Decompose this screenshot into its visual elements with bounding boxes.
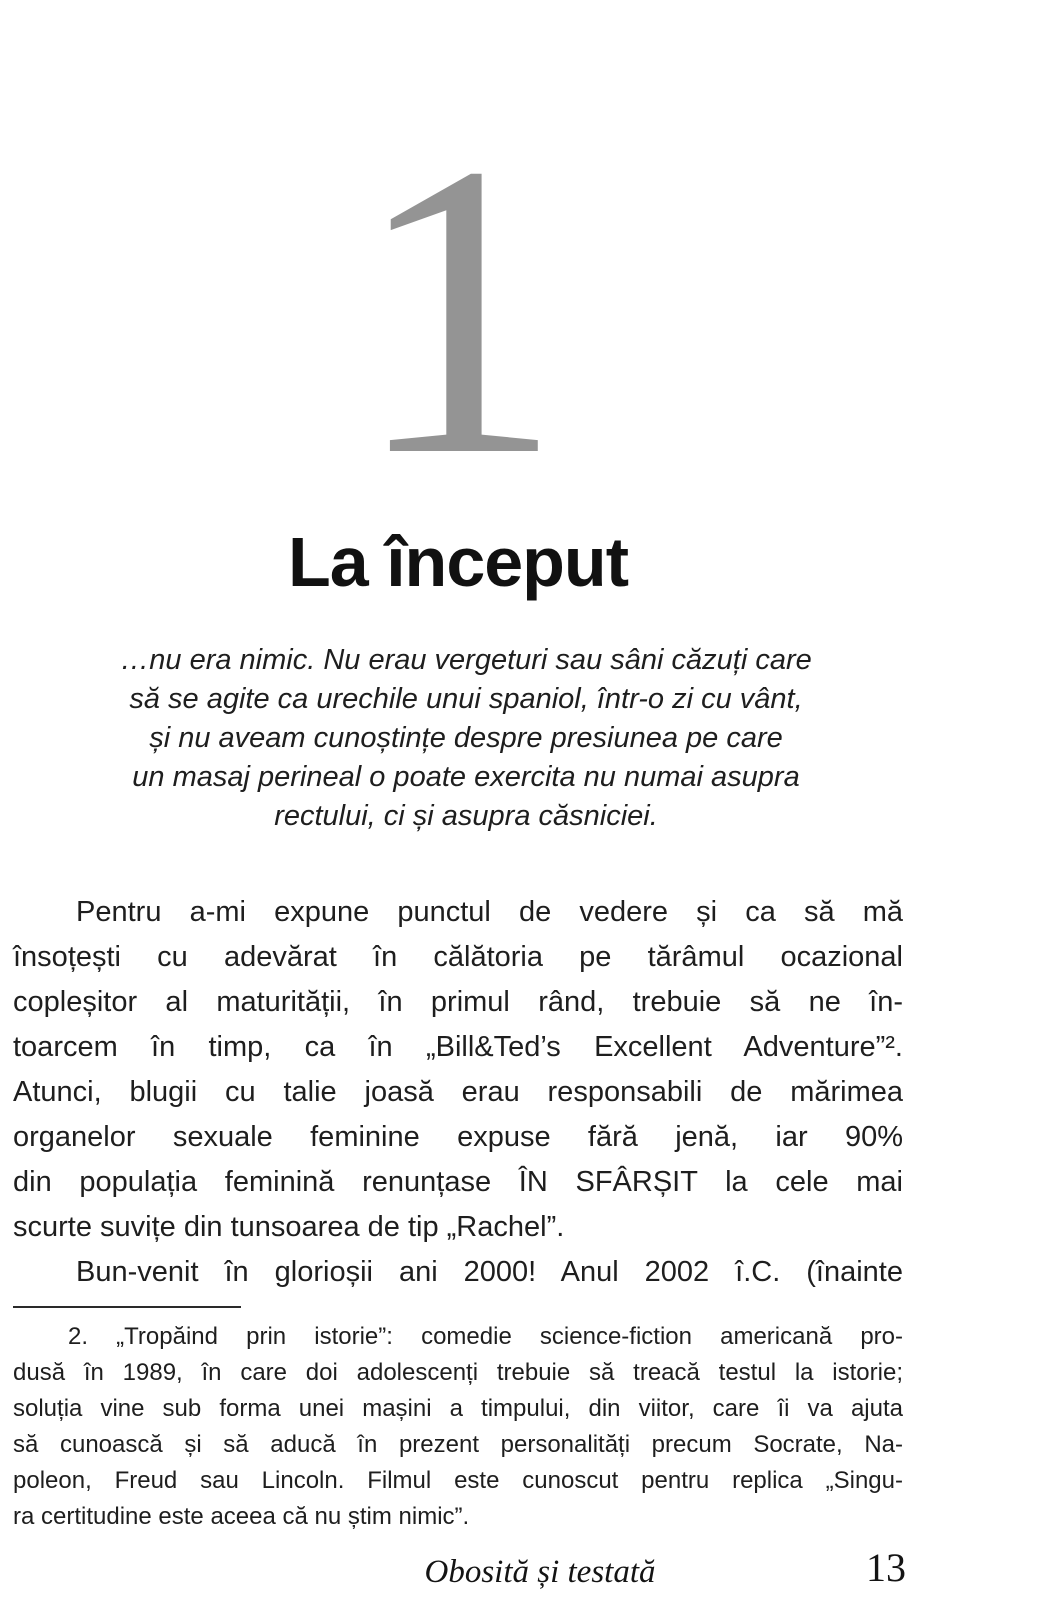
page-number: 13 [866, 1545, 906, 1590]
epigraph-line: să se agite ca urechile unui spaniol, într-o zi cu vânt, [129, 683, 803, 715]
body-line: din populația feminină renunțase ÎN SFÂRȘIT la cele mai [13, 1166, 903, 1198]
body-text [13, 890, 903, 1295]
body-line: Bun-venit în glorioșii ani 2000! Anul 2002 î.C. (înainte [76, 1256, 903, 1288]
body-line: organelor sexuale feminine expuse fără jenă, iar 90% [13, 1121, 903, 1153]
footnote-separator [13, 1306, 241, 1308]
footnote-line: dusă în 1989, în care doi adolescenți trebuie să treacă testul la istorie; [13, 1359, 903, 1386]
footnote-line: 2. „Tropăind prin istorie”: comedie science-fiction americană pro- [68, 1323, 903, 1350]
paragraph [13, 1250, 903, 1295]
footnote [13, 1319, 903, 1535]
footnote-line: poleon, Freud sau Lincoln. Filmul este cunoscut pentru replica „Singu- [13, 1467, 903, 1494]
epigraph-line: și nu aveam cunoștințe despre presiunea pe care [149, 722, 783, 754]
chapter-title: La început [287, 523, 629, 601]
body-line: însoțești cu adevărat în călătoria pe tărâmul ocazional [13, 941, 903, 973]
body-line: Atunci, blugii cu talie joasă erau responsabili de mărimea [13, 1076, 903, 1108]
running-title: Obosită și testată [424, 1554, 656, 1590]
epigraph-line: rectului, ci și asupra căsniciei. [274, 800, 658, 832]
footnote-line: să cunoască și să aducă în prezent personalități precum Socrate, Na- [13, 1431, 903, 1458]
body-line: scurte suvițe din tunsoarea de tip „Rachel”. [13, 1211, 565, 1243]
paragraph [13, 890, 903, 1250]
body-line: copleșitor al maturității, în primul rând, trebuie să ne în- [13, 986, 903, 1018]
body-line: toarcem în timp, ca în „Bill&Ted’s Excellent Adventure”². [13, 1031, 903, 1063]
body-line: Pentru a-mi expune punctul de vedere și ca să mă [76, 896, 903, 928]
epigraph-line: un masaj perineal o poate exercita nu numai asupra [132, 761, 800, 793]
footnote-line: ra certitudine este aceea că nu știm nimic”. [13, 1503, 470, 1530]
epigraph-line: …nu era nimic. Nu erau vergeturi sau sâni căzuți care [120, 644, 812, 676]
chapter-number: 1 [353, 77, 563, 542]
epigraph [81, 641, 851, 836]
footnote-line: soluția vine sub forma unei mașini a timpului, din viitor, care îi va ajuta [13, 1395, 903, 1422]
